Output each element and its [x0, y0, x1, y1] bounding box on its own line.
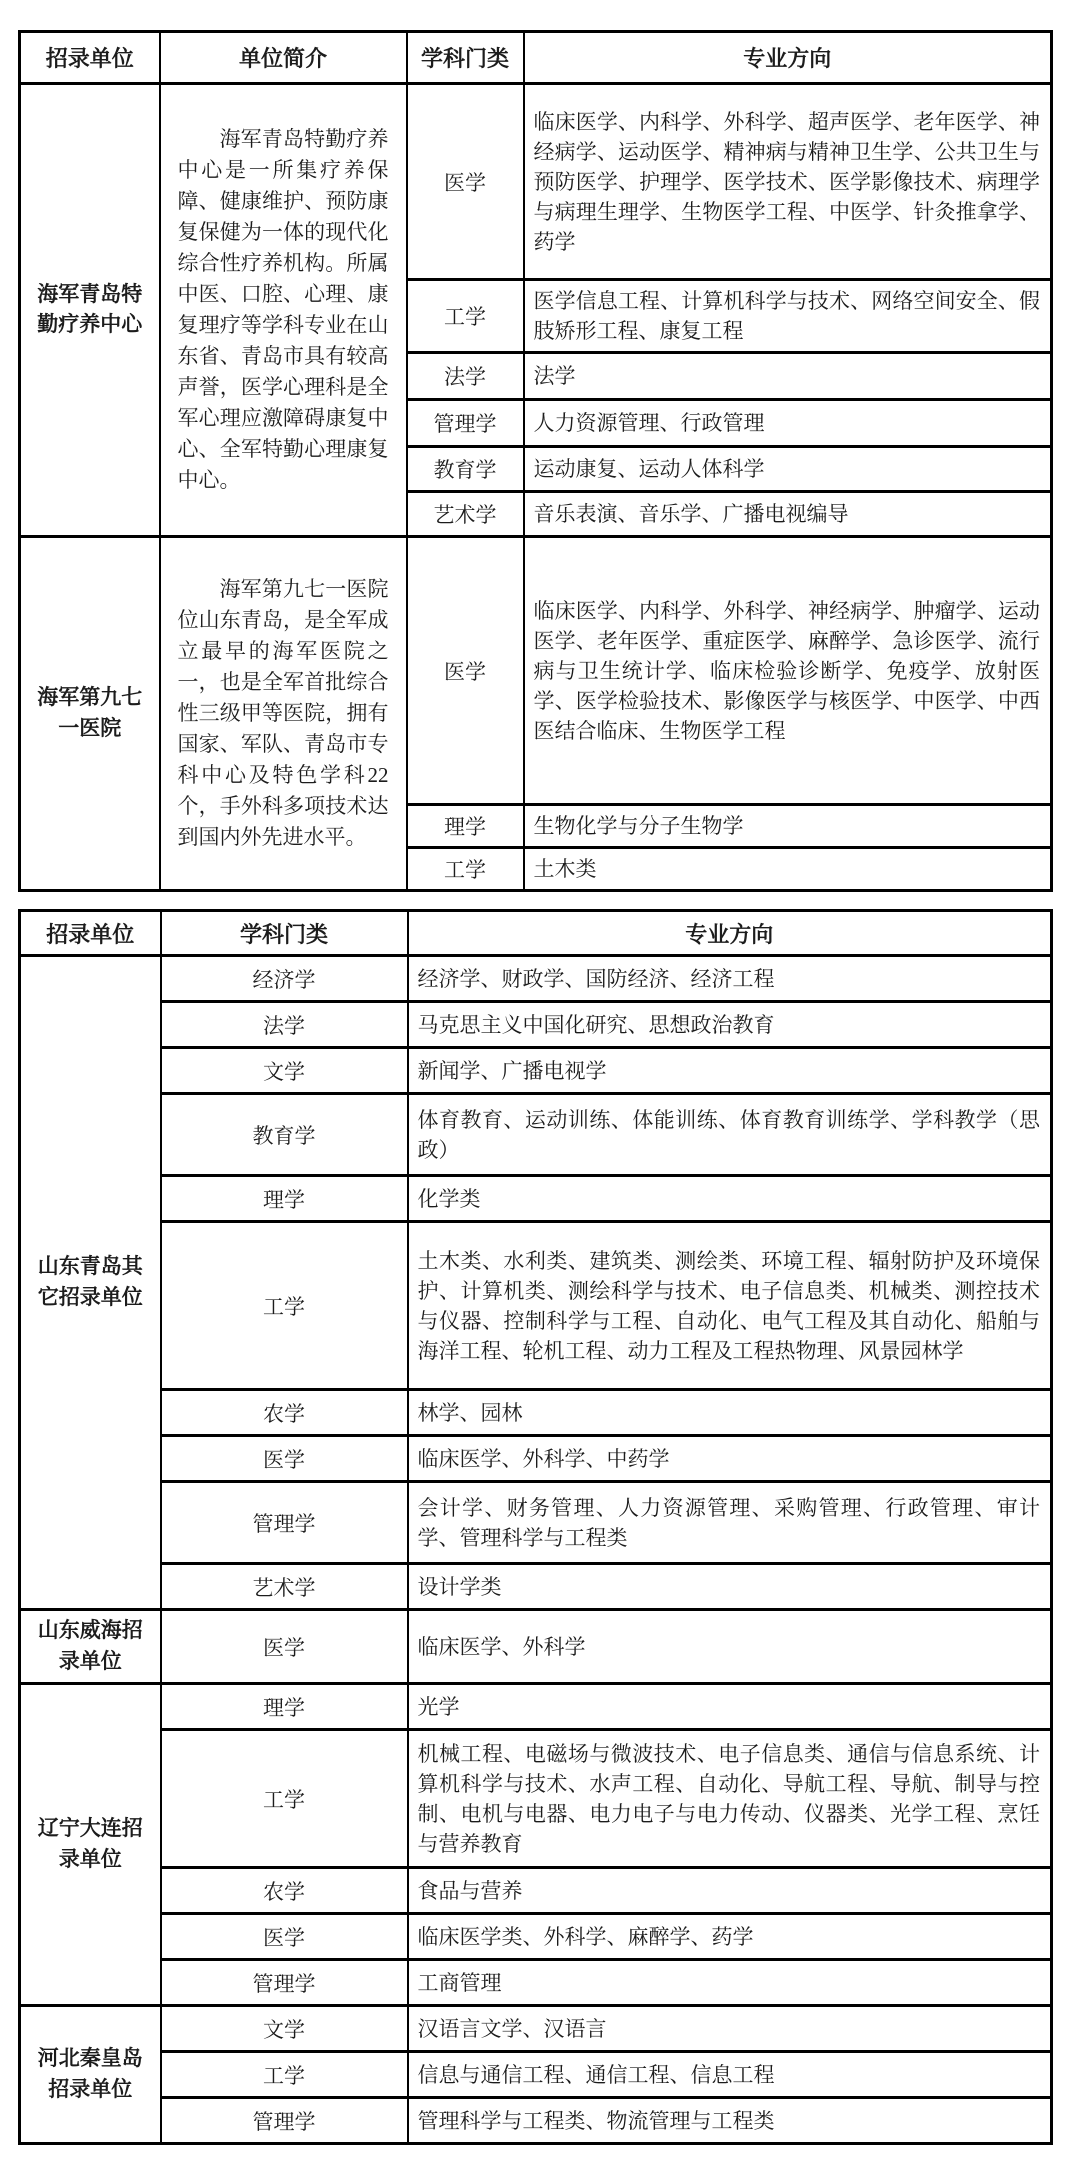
discipline-cell: 艺术学	[407, 492, 524, 537]
discipline-cell: 医学	[161, 1436, 408, 1482]
table-row	[20, 1048, 1052, 1094]
column-header-unit: 招录单位	[20, 32, 160, 84]
majors-cell: 信息与通信工程、通信工程、信息工程	[408, 2052, 1052, 2098]
table-row	[20, 2052, 1052, 2098]
discipline-cell: 管理学	[161, 2098, 408, 2144]
unit-intro-cell	[160, 84, 407, 537]
majors-cell: 林学、园林	[408, 1390, 1052, 1436]
majors-cell: 音乐表演、音乐学、广播电视编导	[524, 492, 1052, 537]
unit-name-cell: 海军第九七一医院	[20, 537, 160, 891]
discipline-cell: 法学	[161, 1002, 408, 1048]
unit-name-cell: 海军青岛特勤疗养中心	[20, 84, 160, 537]
column-header-majors: 专业方向	[524, 32, 1052, 84]
majors-cell: 会计学、财务管理、人力资源管理、采购管理、行政管理、审计学、管理科学与工程类	[408, 1482, 1052, 1564]
majors-cell: 光学	[408, 1684, 1052, 1730]
unit-name-cell: 山东青岛其它招录单位	[20, 956, 161, 1610]
discipline-cell: 文学	[161, 1048, 408, 1094]
majors-cell: 临床医学、内科学、外科学、神经病学、肿瘤学、运动医学、老年医学、重症医学、麻醉学、急诊医学、流行病与卫生统计学、临床检验诊断学、免疫学、放射医学、医学检验技术、影像医学与核医学、中医学、中西医结合临床、生物医学工程	[524, 537, 1052, 805]
discipline-cell: 管理学	[161, 1960, 408, 2006]
table-row	[20, 1960, 1052, 2006]
table-row	[20, 1436, 1052, 1482]
discipline-cell: 文学	[161, 2006, 408, 2052]
majors-cell: 土木类、水利类、建筑类、测绘类、环境工程、辐射防护及环境保护、计算机类、测绘科学与技术、电子信息类、机械类、测控技术与仪器、控制科学与工程、自动化、电气工程及其自动化、船舶与海洋工程、轮机工程、动力工程及工程热物理、风景园林学	[408, 1222, 1052, 1390]
majors-cell: 临床医学、内科学、外科学、超声医学、老年医学、神经病学、运动医学、精神病与精神卫生学、公共卫生与预防医学、护理学、医学技术、医学影像技术、病理学与病理生理学、生物医学工程、中医学、针灸推拿学、药学	[524, 84, 1052, 280]
unit-name-cell: 辽宁大连招录单位	[20, 1684, 161, 2006]
majors-cell: 临床医学类、外科学、麻醉学、药学	[408, 1914, 1052, 1960]
discipline-cell: 管理学	[407, 400, 524, 447]
table-regional-units	[18, 909, 1053, 2145]
table-row	[20, 1684, 1052, 1730]
majors-cell: 土木类	[524, 848, 1052, 891]
table-row	[20, 956, 1052, 1002]
majors-cell: 法学	[524, 353, 1052, 400]
unit-intro-text: 海军第九七一医院位山东青岛，是全军成立最早的海军医院之一，也是全军首批综合性三级甲等医院，拥有国家、军队、青岛市专科中心及特色学科22个，手外科多项技术达到国内外先进水平。	[177, 577, 389, 849]
discipline-cell: 艺术学	[161, 1564, 408, 1610]
discipline-cell: 医学	[407, 537, 524, 805]
table-row	[20, 1390, 1052, 1436]
column-header-discipline: 学科门类	[407, 32, 524, 84]
majors-cell: 机械工程、电磁场与微波技术、电子信息类、通信与信息系统、计算机科学与技术、水声工程、自动化、导航工程、导航、制导与控制、电机与电器、电力电子与电力传动、仪器类、光学工程、烹饪与营养教育	[408, 1730, 1052, 1868]
discipline-cell: 农学	[161, 1868, 408, 1914]
discipline-cell: 管理学	[161, 1482, 408, 1564]
table-row	[20, 1176, 1052, 1222]
discipline-cell: 工学	[161, 1730, 408, 1868]
majors-cell: 马克思主义中国化研究、思想政治教育	[408, 1002, 1052, 1048]
majors-cell: 管理科学与工程类、物流管理与工程类	[408, 2098, 1052, 2144]
table-row	[20, 84, 1052, 280]
discipline-cell: 农学	[161, 1390, 408, 1436]
majors-cell: 化学类	[408, 1176, 1052, 1222]
discipline-cell: 医学	[407, 84, 524, 280]
table-row	[20, 2006, 1052, 2052]
table-row	[20, 537, 1052, 805]
table-row	[20, 1222, 1052, 1390]
majors-cell: 人力资源管理、行政管理	[524, 400, 1052, 447]
discipline-cell: 法学	[407, 353, 524, 400]
column-header-unit: 招录单位	[20, 911, 161, 956]
discipline-cell: 工学	[407, 280, 524, 353]
majors-cell: 新闻学、广播电视学	[408, 1048, 1052, 1094]
majors-cell: 工商管理	[408, 1960, 1052, 2006]
majors-cell: 临床医学、外科学、中药学	[408, 1436, 1052, 1482]
majors-cell: 经济学、财政学、国防经济、经济工程	[408, 956, 1052, 1002]
unit-intro-text: 海军青岛特勤疗养中心是一所集疗养保障、健康维护、预防康复保健为一体的现代化综合性疗养机构。所属中医、口腔、心理、康复理疗等学科专业在山东省、青岛市具有较高声誉，医学心理科是全军心理应激障碍康复中心、全军特勤心理康复中心。	[177, 127, 389, 492]
unit-name-cell: 山东威海招录单位	[20, 1610, 161, 1684]
majors-cell: 体育教育、运动训练、体能训练、体育教育训练学、学科教学（思政）	[408, 1094, 1052, 1176]
discipline-cell: 教育学	[407, 447, 524, 492]
discipline-cell: 工学	[161, 2052, 408, 2098]
table-row	[20, 2098, 1052, 2144]
discipline-cell: 医学	[161, 1914, 408, 1960]
majors-cell: 医学信息工程、计算机科学与技术、网络空间安全、假肢矫形工程、康复工程	[524, 280, 1052, 353]
table-row	[20, 1002, 1052, 1048]
table-row	[20, 1564, 1052, 1610]
discipline-cell: 医学	[161, 1610, 408, 1684]
table-row	[20, 1094, 1052, 1176]
majors-cell: 汉语言文学、汉语言	[408, 2006, 1052, 2052]
column-header-intro: 单位简介	[160, 32, 407, 84]
discipline-cell: 教育学	[161, 1094, 408, 1176]
unit-intro-cell	[160, 537, 407, 891]
discipline-cell: 理学	[161, 1684, 408, 1730]
table-row	[20, 1482, 1052, 1564]
majors-cell: 食品与营养	[408, 1868, 1052, 1914]
discipline-cell: 工学	[161, 1222, 408, 1390]
column-header-discipline: 学科门类	[161, 911, 408, 956]
column-header-majors: 专业方向	[408, 911, 1052, 956]
discipline-cell: 理学	[407, 805, 524, 848]
discipline-cell: 理学	[161, 1176, 408, 1222]
table-row	[20, 1730, 1052, 1868]
majors-cell: 设计学类	[408, 1564, 1052, 1610]
unit-name-cell: 河北秦皇岛招录单位	[20, 2006, 161, 2144]
table-row	[20, 1610, 1052, 1684]
discipline-cell: 工学	[407, 848, 524, 891]
table-row	[20, 1914, 1052, 1960]
majors-cell: 生物化学与分子生物学	[524, 805, 1052, 848]
majors-cell: 临床医学、外科学	[408, 1610, 1052, 1684]
discipline-cell: 经济学	[161, 956, 408, 1002]
table2-header-row	[20, 911, 1052, 956]
majors-cell: 运动康复、运动人体科学	[524, 447, 1052, 492]
table1-header-row	[20, 32, 1052, 84]
table-row	[20, 1868, 1052, 1914]
table-hospital-units	[18, 30, 1053, 892]
